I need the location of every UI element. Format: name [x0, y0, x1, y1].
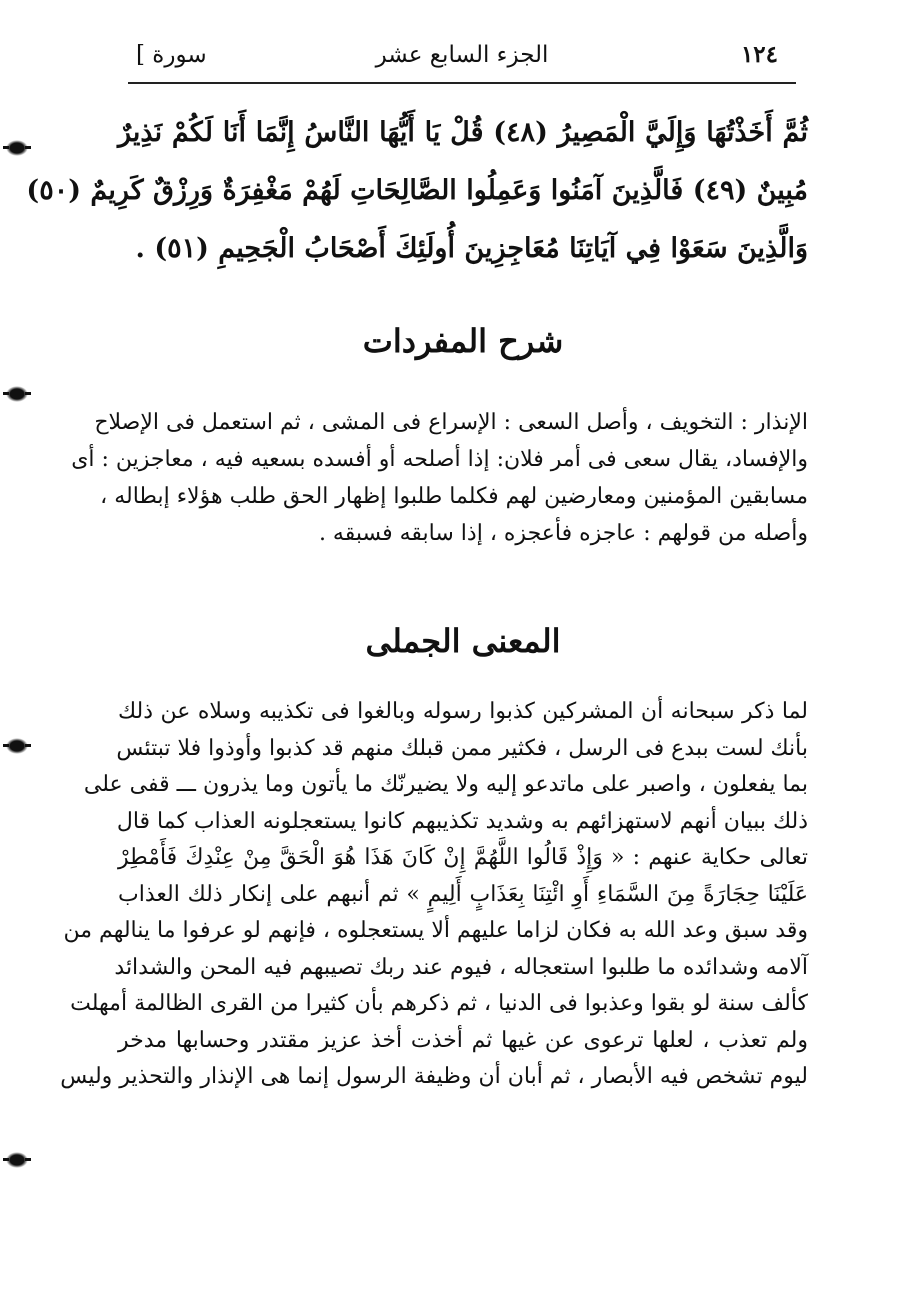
- meaning-line: بأنك لست ببدع فى الرسل ، فكثير ممن قبلك منهم قد كذبوا وأوذوا فلا تبتئس: [116, 735, 808, 761]
- vocab-line: الإنذار : التخويف ، وأصل السعى : الإسراع فى المشى ، ثم استعمل فى الإصلاح: [94, 410, 808, 435]
- meaning-heading: المعنى الجملى: [365, 622, 561, 660]
- verse-block: [26, 104, 808, 278]
- meaning-line: وقد سبق وعد الله به فكان لزاما عليهم ألا يستعجلوه ، فإنهم لو عرفوا ما ينالهم من: [63, 918, 808, 943]
- meaning-line: كألف سنة لو بقوا وعذبوا فى الدنيا ، ثم ذكرهم بأن كثيرا من القرى الظالمة أمهلت: [70, 991, 808, 1016]
- vocab-line: مسابقين المؤمنين ومعارضين لهم فكلما طلبوا إظهار الحق طلب هؤلاء إبطاله ،: [100, 484, 808, 509]
- meaning-block: [60, 694, 808, 1096]
- meaning-line: ولم تعذب ، لعلها ترعوى عن غيها ثم أخذت أخذ عزيز مقتدر وحسابها مدخر: [118, 1027, 808, 1053]
- vocab-heading: شرح المفردات: [362, 322, 564, 360]
- margin-mark-icon: [6, 140, 28, 156]
- verse-line: مُبِينٌ (٤٩) فَالَّذِينَ آمَنُوا وَعَمِلُوا الصَّالِحَاتِ لَهُمْ مَغْفِرَةٌ وَرِزْقٌ كَرِيمٌ (٥٠): [26, 175, 808, 206]
- meaning-line: لما ذكر سبحانه أن المشركين كذبوا رسوله وبالغوا فى تكذيبه وسلاه عن ذلك: [118, 699, 808, 724]
- page-number: ١٢٤: [740, 41, 778, 68]
- meaning-line: ذلك ببيان أنهم لاستهزائهم به وشديد تكذيبهم كانوا يستعجلونه العذاب كما قال: [116, 808, 808, 834]
- verse-line: ثُمَّ أَخَذْتُهَا وَإِلَيَّ الْمَصِيرُ (٤٨) قُلْ يَا أَيُّهَا النَّاسُ إِنَّمَا أَنَا لَكُمْ نَذِيرٌ: [118, 117, 808, 148]
- part-title: الجزء السابع عشر: [375, 42, 549, 68]
- vocab-line: وأصله من قولهم : عاجزه فأعجزه ، إذا سابقه فسبقه .: [318, 521, 808, 546]
- margin-mark-icon: [6, 738, 28, 754]
- margin-mark-icon: [6, 386, 28, 402]
- meaning-line: بما يفعلون ، واصبر على ماتدعو إليه ولا يضيرنّك ما يأتون وما يذرون ـــ قفى على: [83, 772, 808, 797]
- meaning-line: ليوم تشخص فيه الأبصار ، ثم أبان أن وظيفة الرسول إنما هى الإنذار والتحذير وليس: [60, 1064, 808, 1089]
- meaning-line: عَلَيْنَا حِجَارَةً مِنَ السَّمَاءِ أَوِ ائْتِنَا بِعَذَابٍ أَلِيمٍ » ثم أنبهم على إنكار ذلك العذاب: [118, 881, 808, 907]
- vocab-block: [71, 404, 808, 552]
- running-header: [128, 36, 796, 84]
- margin-mark-icon: [6, 1152, 28, 1168]
- meaning-line: تعالى حكاية عنهم : « وَإِذْ قَالُوا اللَّهُمَّ إِنْ كَانَ هَذَا هُوَ الْحَقَّ مِنْ عِنْدِكَ فَأَمْطِرْ: [118, 845, 808, 870]
- verse-line: وَالَّذِينَ سَعَوْا فِي آيَاتِنَا مُعَاجِزِينَ أُولَئِكَ أَصْحَابُ الْجَحِيمِ (٥١) .: [135, 233, 808, 264]
- meaning-line: آلامه وشدائده ما طلبوا استعجاله ، فيوم عند ربك تصيبهم فيه المحن والشدائد: [114, 954, 808, 980]
- surah-label: [ سورة: [136, 42, 207, 68]
- vocab-line: والإفساد، يقال سعى فى أمر فلان: إذا أصلحه أو أفسده بسعيه فيه ، معاجزين : أى: [71, 447, 808, 472]
